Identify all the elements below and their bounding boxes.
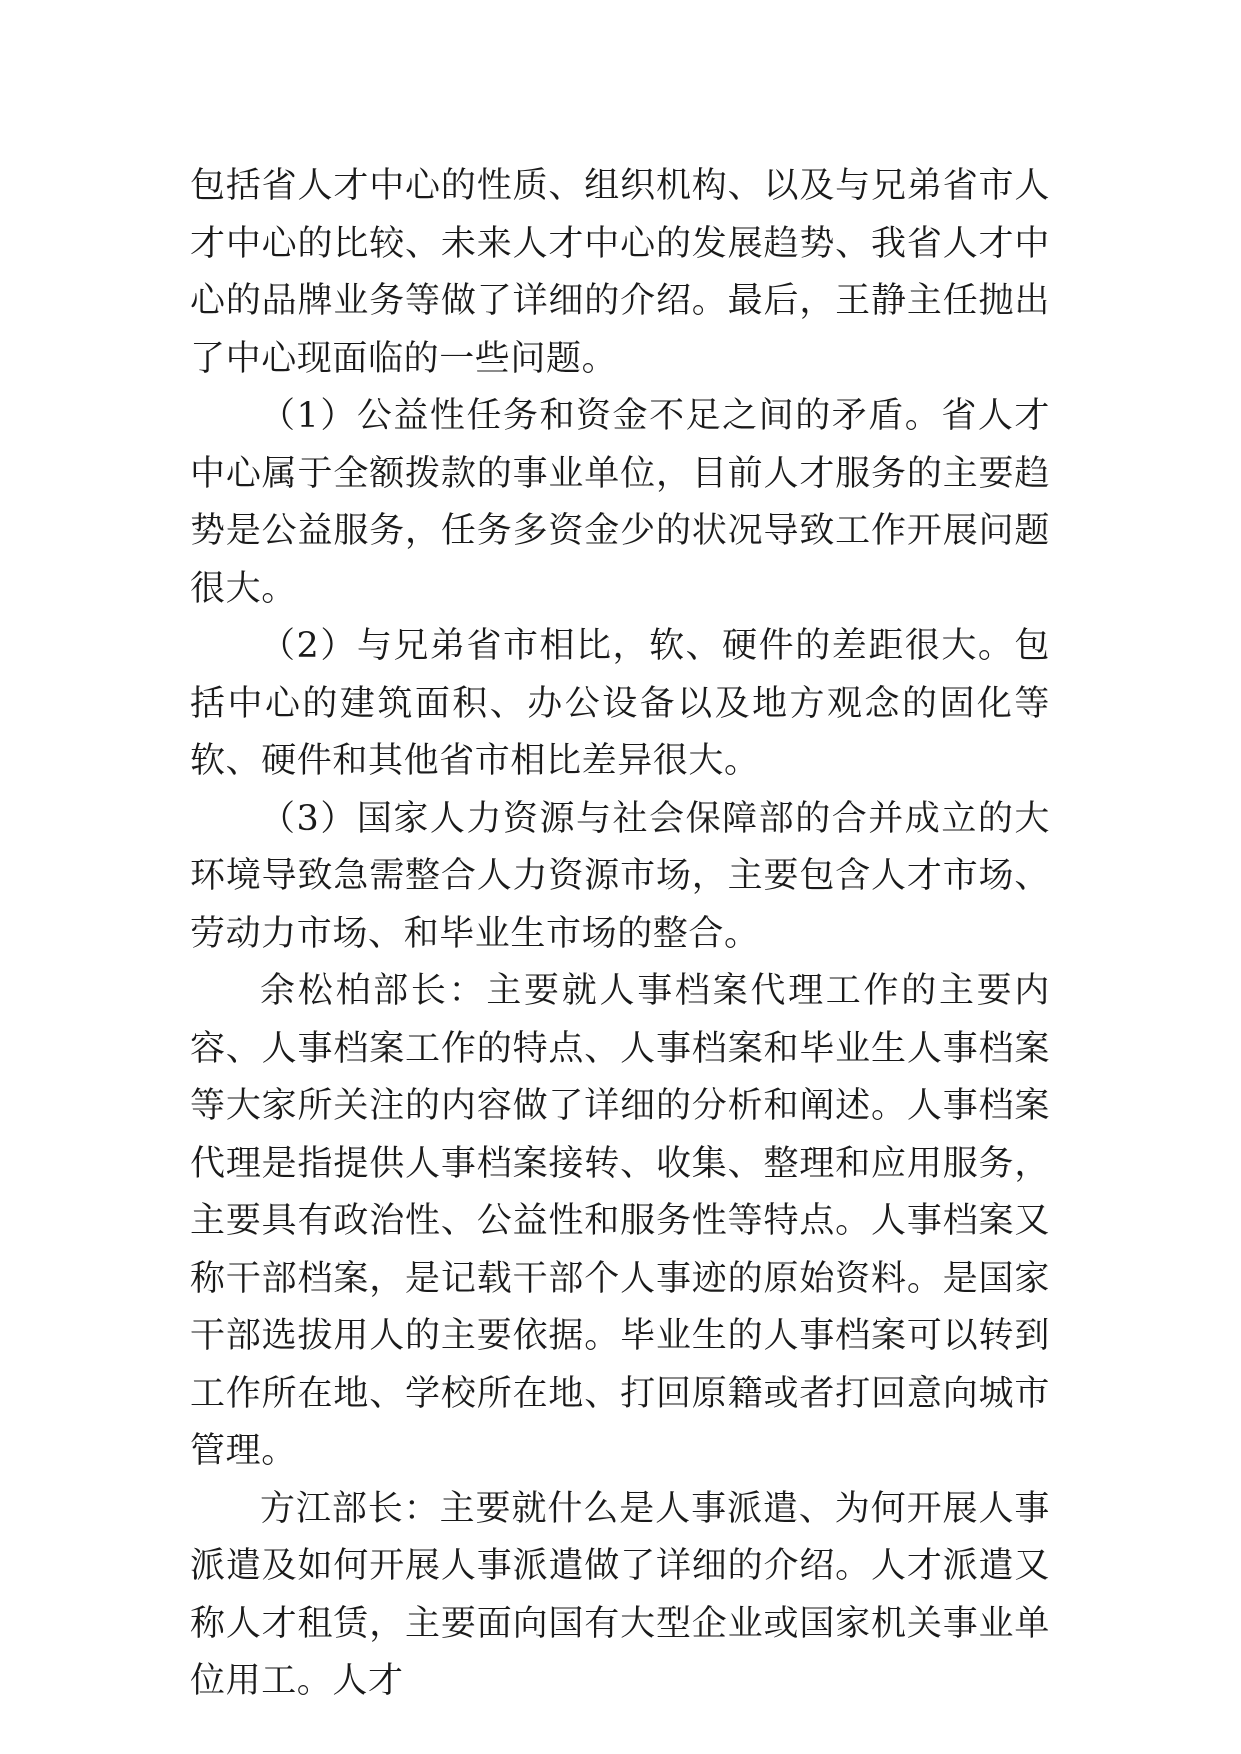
paragraph-issue-1: （1）公益性任务和资金不足之间的矛盾。省人才中心属于全额拨款的事业单位，目前人才服务的主要趋势是公益服务，任务多资金少的状况导致工作开展问题很大。 [190, 396, 1050, 609]
paragraph-dispatch: 方江部长：主要就什么是人事派遣、为何开展人事派遣及如何开展人事派遣做了详细的介绍。人才派遣又称人才租赁，主要面向国有大型企业或国家机关事业单位用工。人才 [190, 1488, 1050, 1701]
paragraph-archives: 余松柏部长：主要就人事档案代理工作的主要内容、人事档案工作的特点、人事档案和毕业生人事档案等大家所关注的内容做了详细的分析和阐述。人事档案代理是指提供人事档案接转、收集、整理和应用服务，主要具有政治性、公益性和服务性等特点。人事档案又称干部档案，是记载干部个人事迹的原始资料。是国家干部选拔用人的主要依据。毕业生的人事档案可以转到工作所在地、学校所在地、打回原籍或者打回意向城市管理。 [190, 971, 1050, 1471]
body-text [190, 158, 1050, 1711]
paragraph-intro-continuation: 包括省人才中心的性质、组织机构、以及与兄弟省市人才中心的比较、未来人才中心的发展趋势、我省人才中心的品牌业务等做了详细的介绍。最后，王静主任抛出了中心现面临的一些问题。 [190, 166, 1050, 379]
paragraph-issue-2: （2）与兄弟省市相比，软、硬件的差距很大。包括中心的建筑面积、办公设备以及地方观念的固化等软、硬件和其他省市相比差异很大。 [190, 626, 1050, 781]
paragraph-issue-3: （3）国家人力资源与社会保障部的合并成立的大环境导致急需整合人力资源市场，主要包含人才市场、劳动力市场、和毕业生市场的整合。 [190, 798, 1050, 954]
